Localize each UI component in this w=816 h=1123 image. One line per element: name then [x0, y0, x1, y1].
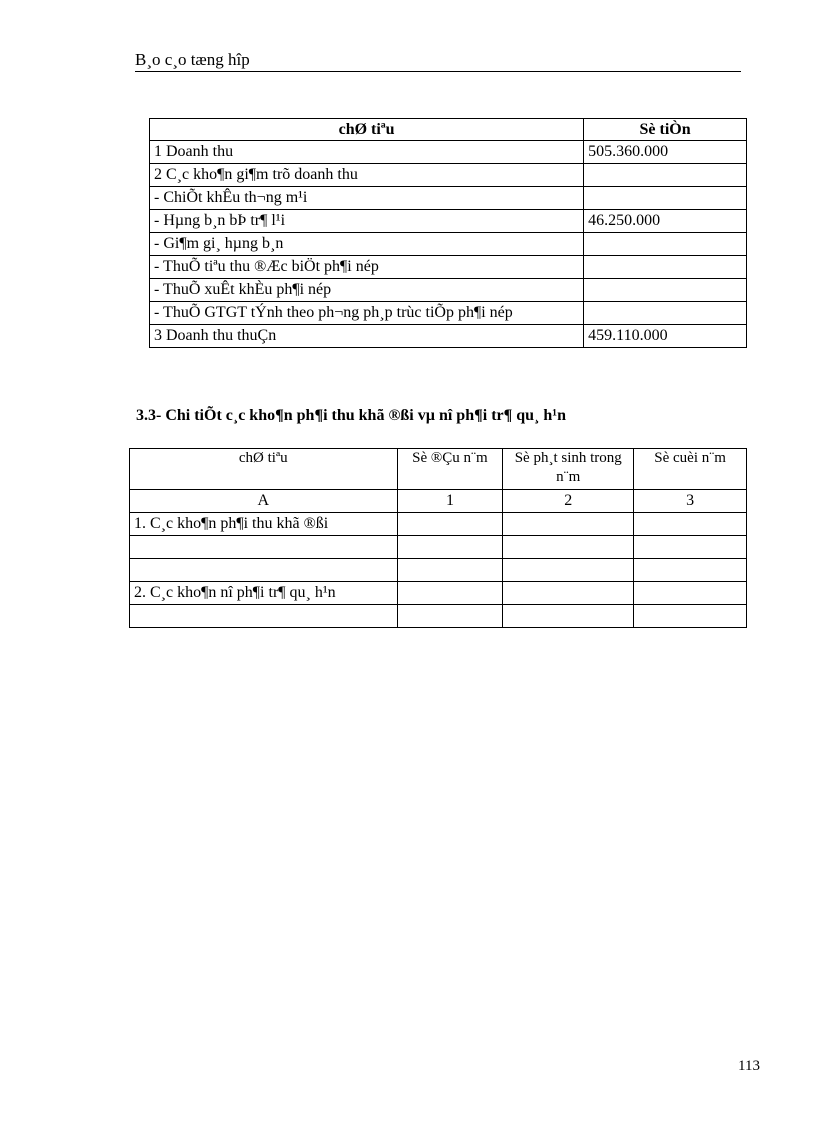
- table-row: [150, 164, 747, 187]
- table-header-row: [150, 119, 747, 141]
- row-label: - ThuÕ tiªu thu ®Æc biÖt ph¶i nép: [150, 256, 584, 279]
- row-amount: 505.360.000: [584, 141, 747, 164]
- table-row: [150, 141, 747, 164]
- row-amount: [584, 256, 747, 279]
- table-row: [150, 187, 747, 210]
- row-cell: [503, 559, 634, 582]
- row-cell: [503, 605, 634, 628]
- row-amount: [584, 279, 747, 302]
- column-header-amount: Sè tiÒn: [584, 119, 747, 141]
- column-header-indicator: chØ tiªu: [150, 119, 584, 141]
- column-header-opening: Sè ®Çu n¨m: [397, 449, 503, 490]
- table-row: [130, 582, 747, 605]
- row-amount: [584, 187, 747, 210]
- table-row: [130, 559, 747, 582]
- row-amount: [584, 302, 747, 325]
- row-label: 1 Doanh thu: [150, 141, 584, 164]
- row-cell: [634, 605, 747, 628]
- revenue-table: [149, 118, 747, 348]
- table-row: [150, 302, 747, 325]
- header-title: B¸o c¸o tæng hîp: [135, 50, 250, 69]
- table-row: [150, 325, 747, 348]
- row-amount: [584, 164, 747, 187]
- page-number: 113: [738, 1058, 760, 1074]
- row-label: - ThuÕ GTGT tÝnh theo ph¬ng ph¸p trùc tiÕp ph¶i nép: [150, 302, 584, 325]
- row-cell: [503, 536, 634, 559]
- row-cell: [634, 559, 747, 582]
- table-row: [130, 536, 747, 559]
- receivables-payables-table: [129, 448, 747, 628]
- row-cell: [397, 559, 503, 582]
- page-header: [135, 50, 741, 72]
- row-label: [130, 536, 398, 559]
- section-heading: 3.3- Chi tiÕt c¸c kho¶n ph¶i thu khã ®ßi vµ nî ph¶i tr¶ qu¸ h¹n: [136, 407, 566, 424]
- index-cell: 1: [397, 490, 503, 513]
- row-label: 2 C¸c kho¶n gi¶m trõ doanh thu: [150, 164, 584, 187]
- column-header-indicator: chØ tiªu: [130, 449, 398, 490]
- row-label: 3 Doanh thu thuÇn: [150, 325, 584, 348]
- row-label: [130, 605, 398, 628]
- row-label: - ChiÕt khÊu th¬ng m¹i: [150, 187, 584, 210]
- table-row: [130, 605, 747, 628]
- row-cell: [397, 536, 503, 559]
- row-cell: [634, 582, 747, 605]
- index-cell: 2: [503, 490, 634, 513]
- row-cell: [503, 582, 634, 605]
- table-row: [150, 256, 747, 279]
- table-header-row: [130, 449, 747, 490]
- row-amount: [584, 233, 747, 256]
- index-row: [130, 490, 747, 513]
- row-label: [130, 559, 398, 582]
- table-row: [130, 513, 747, 536]
- row-label: 2. C¸c kho¶n nî ph¶i tr¶ qu¸ h¹n: [130, 582, 398, 605]
- row-label: 1. C¸c kho¶n ph¶i thu khã ®ßi: [130, 513, 398, 536]
- row-cell: [503, 513, 634, 536]
- index-cell: A: [130, 490, 398, 513]
- column-header-arising: Sè ph¸t sinh trong n¨m: [503, 449, 634, 490]
- column-header-closing: Sè cuèi n¨m: [634, 449, 747, 490]
- table-row: [150, 279, 747, 302]
- table-row: [150, 233, 747, 256]
- row-amount: 459.110.000: [584, 325, 747, 348]
- row-cell: [397, 582, 503, 605]
- row-label: - Hµng b¸n bÞ tr¶ l¹i: [150, 210, 584, 233]
- row-cell: [397, 605, 503, 628]
- row-cell: [634, 536, 747, 559]
- row-amount: 46.250.000: [584, 210, 747, 233]
- table-row: [150, 210, 747, 233]
- index-cell: 3: [634, 490, 747, 513]
- row-label: - Gi¶m gi¸ hµng b¸n: [150, 233, 584, 256]
- row-cell: [397, 513, 503, 536]
- row-label: - ThuÕ xuÊt khÈu ph¶i nép: [150, 279, 584, 302]
- row-cell: [634, 513, 747, 536]
